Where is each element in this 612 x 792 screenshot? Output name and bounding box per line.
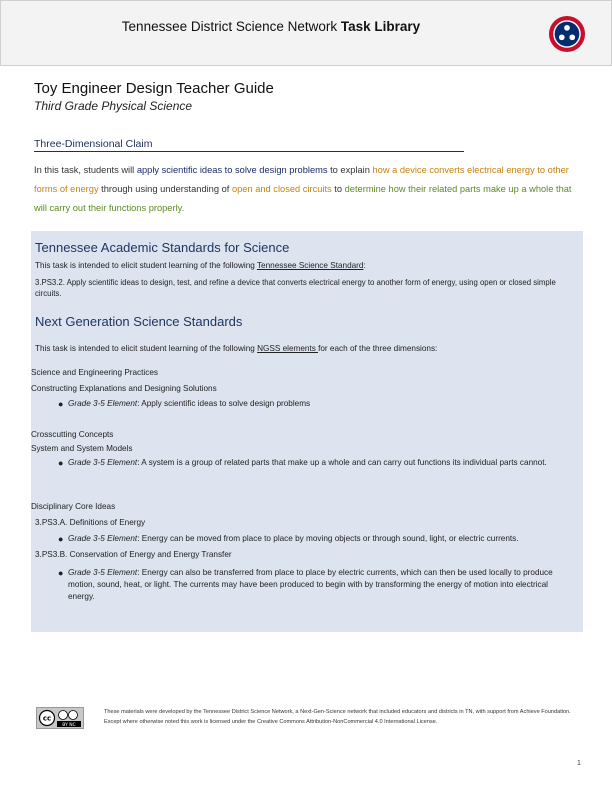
bullet-icon: ● xyxy=(58,534,64,544)
page-header xyxy=(0,0,612,66)
page-number: 1 xyxy=(577,760,581,767)
svg-text:cc: cc xyxy=(42,714,52,723)
ngss-heading: Next Generation Science Standards xyxy=(35,314,243,329)
page-title: Toy Engineer Design Teacher Guide xyxy=(34,80,274,97)
ccc-subheading: System and System Models xyxy=(31,444,133,453)
header-title: Tennessee District Science Network Task Library xyxy=(121,19,421,34)
dci-heading: Disciplinary Core Ideas xyxy=(31,502,116,511)
tas-heading: Tennessee Academic Standards for Science xyxy=(35,240,290,255)
dci-subheading-b: 3.PS3.B. Conservation of Energy and Energy Transfer xyxy=(35,550,232,559)
claim-text: In this task, students will apply scientific ideas to solve design problems to explain how a device converts electrical energy to other forms of energy through using understanding of open and closed circuits to determine how their related parts make up a whole that will carry out their functions properly. xyxy=(34,165,572,213)
creative-commons-icon xyxy=(37,708,83,728)
sep-subheading: Constructing Explanations and Designing Solutions xyxy=(31,384,217,393)
ccc-heading: Crosscutting Concepts xyxy=(31,430,114,439)
license-text: These materials were developed by the Tennessee District Science Network, a Next-Gen-Science network that included educators and districts in TN, with support from Achieve Foundation. Except where otherwise noted this work is licensed under the Creative Commons Attribution-NonCommercial 4.0 International License. xyxy=(104,709,571,725)
ngss-intro: This task is intended to elicit student learning of the following NGSS elements for each of the three dimensions: xyxy=(35,344,438,353)
bullet-icon: ● xyxy=(58,458,64,468)
creative-commons-badge[interactable] xyxy=(36,707,84,729)
ngss-elements-link[interactable]: NGSS elements xyxy=(257,344,319,353)
bullet-icon: ● xyxy=(58,568,64,578)
tennessee-seal-icon xyxy=(548,15,586,53)
svg-text:BY NC: BY NC xyxy=(62,723,76,728)
sep-heading: Science and Engineering Practices xyxy=(31,368,158,377)
bullet-icon: ● xyxy=(58,399,64,409)
tennessee-standard-link[interactable]: Tennessee Science Standard xyxy=(256,261,364,270)
page-subtitle: Third Grade Physical Science xyxy=(34,99,193,113)
standards-panel: Tennessee Academic Standards for Science This task is intended to elicit student learning of the following Tennessee Science Standard: 3.PS3.2. Apply scientific ideas to design, test, and refine a device that converts electrical energy to another form of energy, using open or closed simple circuits. Next Generation Science Standards This task is intended to elicit student learning of the following NGSS elements for each of the three dimensions: Science and Engineering Practices Constructing Explanations and Designing Solutions ● Grade 3-5 Element: Apply scientific ideas to solve design problems Crosscutting Concepts System and System Models ● Grade 3-5 Element: A system is a group of related parts that make up a whole and can carry out functions its individual parts cannot. Disciplinary Core Ideas 3.PS3.A. Definitions of Energy ● Grade 3-5 Element: Energy can be moved from place to place by moving objects or through sound, light, or electric currents. 3.PS3.B. Conservation of Energy and Energy Transfer ● Grade 3-5 Element: Energy can also be transferred from place to place by electric currents, which can then be used locally to produce motion, sound, heat, or light. The currents may have been produced to begin with by transforming the energy of motion into electrical energy. xyxy=(31,231,583,632)
claim-divider xyxy=(34,151,464,152)
tas-standard-text: 3.PS3.2. Apply scientific ideas to design, test, and refine a device that converts electrical energy to another form of energy, using open or closed simple circuits. xyxy=(35,278,556,298)
dci-subheading-a: 3.PS3.A. Definitions of Energy xyxy=(35,518,146,527)
tas-intro: This task is intended to elicit student learning of the following Tennessee Science Standard: xyxy=(35,261,366,270)
claim-heading: Three-Dimensional Claim xyxy=(34,138,153,150)
